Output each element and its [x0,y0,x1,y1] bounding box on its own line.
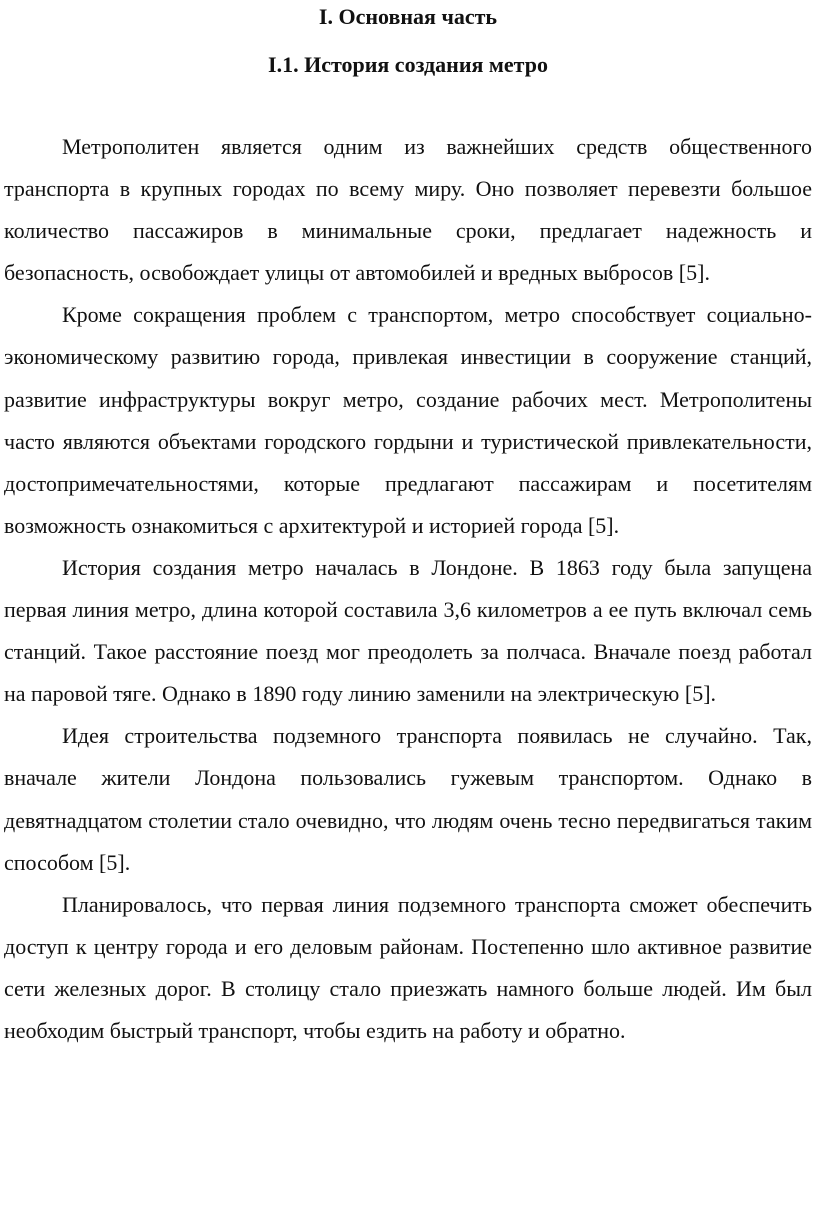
paragraph-1: Метрополитен является одним из важнейших средств общественного транспорта в крупных городах по всему миру. Оно позволяет перевезти большое количество пассажиров в минимальные сроки, предлагает надежность и безопасность, освобождает улицы от автомобилей и вредных выбросов [5]. [4,134,812,286]
paragraph-3: История создания метро началась в Лондоне. В 1863 году была запущена первая линия метро, длина которой составила 3,6 километров а ее путь включал семь станций. Такое расстояние поезд мог преодолеть за полчаса. Вначале поезд работал на паровой тяге. Однако в 1890 году линию заменили на электрическую [5]. [4,554,812,707]
paragraph-2: Кроме сокращения проблем с транспортом, метро способствует социально-экономическому развитию города, привлекая инвестиции в сооружение станций, развитие инфраструктуры вокруг метро, создание рабочих мест. Метрополитены часто являются объектами городского гордыни и туристической привлекательности, достопримечательностями, которые предлагают пассажирам и посетителям возможность ознакомиться с архитектурой и историей города [5]. [4,302,812,538]
subsection-heading: I.1. История создания метро [268,52,548,77]
body-text [4,126,812,1052]
section-heading: I. Основная часть [318,4,498,29]
paragraph-4: Идея строительства подземного транспорта появилась не случайно. Так, вначале жители Лондона пользовались гужевым транспортом. Однако в девятнадцатом столетии стало очевидно, что людям очень тесно передвигаться таким способом [5]. [4,723,812,875]
document-page [4,0,812,1052]
paragraph-5: Планировалось, что первая линия подземного транспорта сможет обеспечить доступ к центру города и его деловым районам. Постепенно шло активное развитие сети железных дорог. В столицу стало приезжать намного больше людей. Им был необходим быстрый транспорт, чтобы ездить на работу и обратно. [4,891,812,1043]
